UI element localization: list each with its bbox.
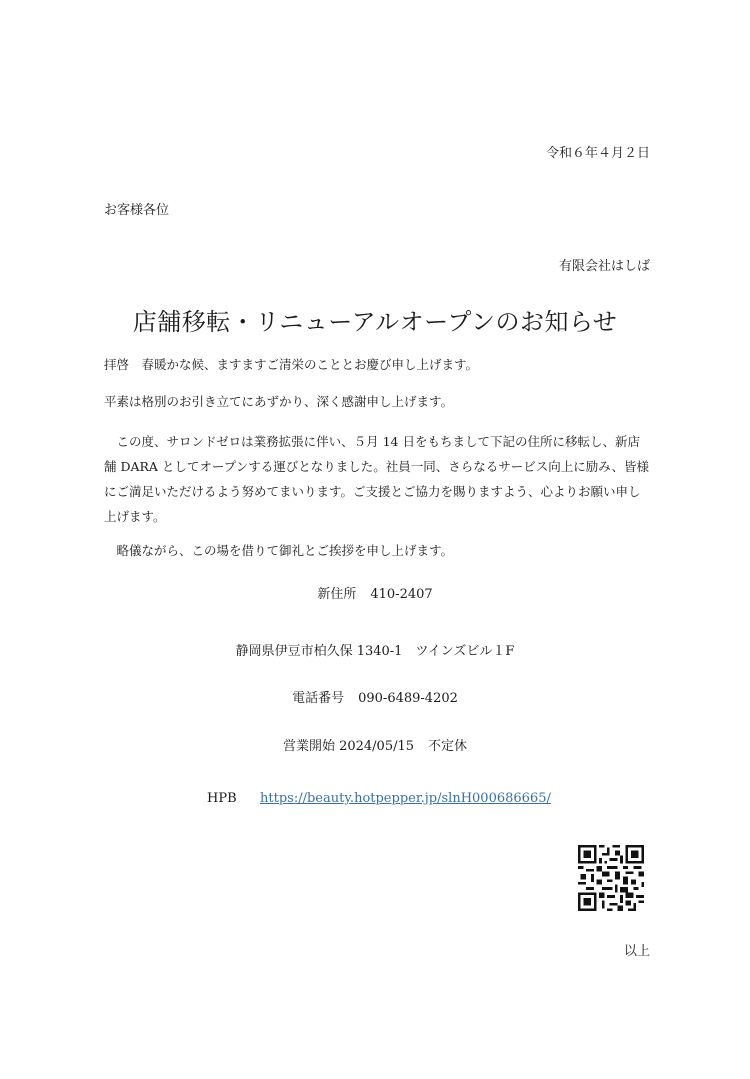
thanks-paragraph: 平素は格別のお引き立てにあずかり、深く感謝申し上げます。 (104, 394, 454, 409)
phone-label: 電話番号 (292, 691, 345, 706)
postal-code: 410-2407 (370, 587, 433, 602)
hpb-label: HPB (207, 791, 237, 806)
announcement-paragraph: この度、サロンドゼロは業務拡張に伴い、５月 14 日をもちまして下記の住所に移転し、新店舗 DARA としてオープンする運びとなりました。社員一同、さらなるサービス向上に励み、皆様にご満足いただけるよう努めてまいります。ご支援とご協力を賜りますよう、心よりお願い申し上げます。 (104, 434, 650, 524)
greeting-paragraph: 拝啓 春暖かな候、ますますご清栄のこととお慶び申し上げます。 (104, 357, 479, 372)
opening-date: 2024/05/15 (339, 739, 415, 754)
address-line: 静岡県伊豆市柏久保 1340-1 ツインズビル１F (235, 644, 515, 659)
postal-line (0, 583, 750, 602)
document-date: 令和６年４月２日 (545, 146, 650, 161)
document-title: 店舗移転・リニューアルオープンのお知らせ (132, 308, 618, 336)
closing-paragraph: 略儀ながら、この場を借りて御礼とご挨拶を申し上げます。 (116, 543, 454, 558)
phone-number: 090-6489-4202 (358, 691, 458, 706)
sender-company: 有限会社はしば (558, 259, 650, 274)
postal-label: 新住所 (317, 587, 357, 602)
opening-label: 営業開始 (282, 739, 335, 754)
closing-ijo: 以上 (623, 944, 650, 959)
hpb-link[interactable]: https://beauty.hotpepper.jp/slnH000686665/ (260, 791, 551, 806)
hpb-line (207, 791, 551, 806)
closed-days: 不定休 (428, 739, 468, 754)
phone-line (0, 687, 750, 706)
opening-line (0, 735, 750, 754)
addressee: お客様各位 (104, 203, 170, 218)
qr-code-icon (578, 845, 644, 911)
